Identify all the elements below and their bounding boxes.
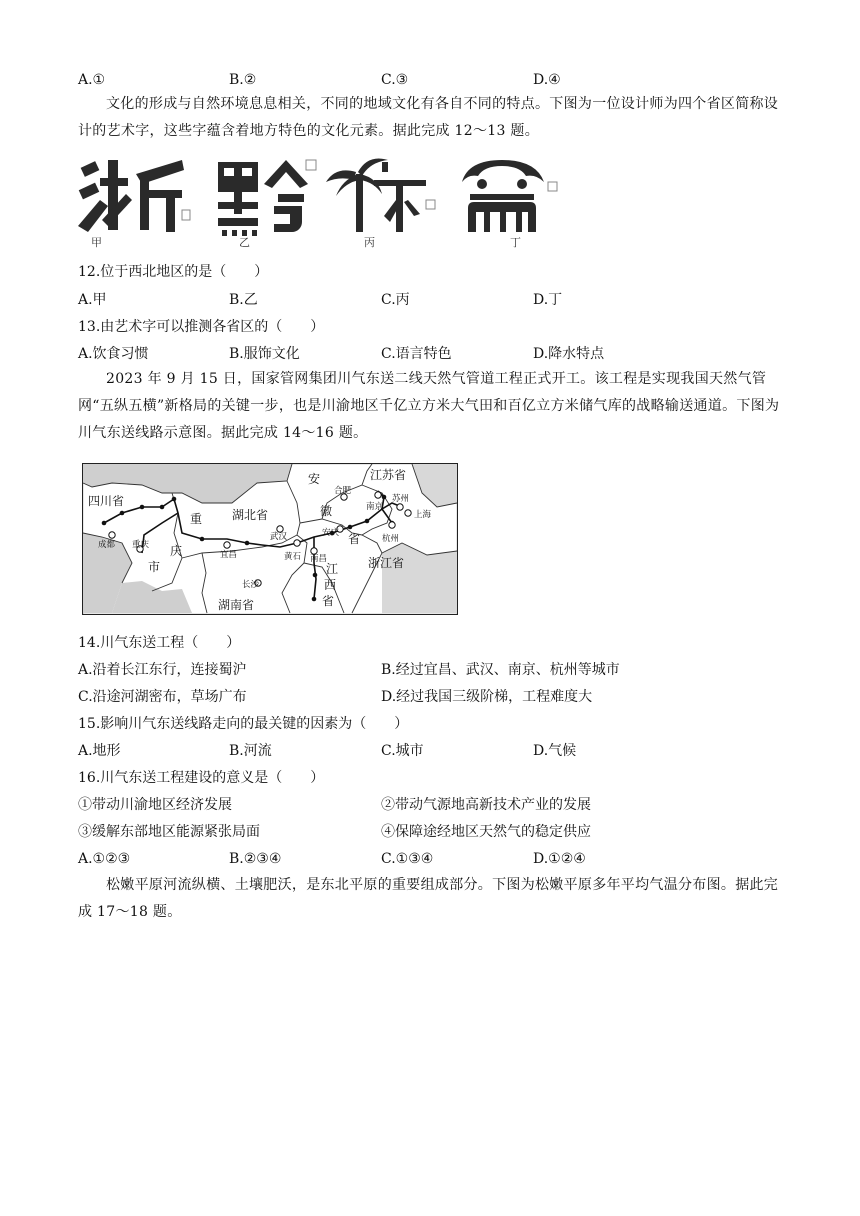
- map-label-zhejiang: 浙江省: [368, 556, 405, 570]
- map-label-sichuan: 四川省: [88, 494, 125, 508]
- map-label-jiangxi-3: 省: [322, 594, 335, 608]
- map-label-anhui-3: 省: [348, 532, 361, 546]
- q13-option-d: D.降水特点: [533, 346, 605, 362]
- q16-option-c: C.①③④: [381, 851, 434, 867]
- map-city-huangshi: 黄石: [284, 552, 302, 562]
- map-city-chongqing: 重庆: [132, 540, 150, 550]
- q11-option-c: C.③: [381, 72, 409, 88]
- q13-option-b: B.服饰文化: [229, 346, 300, 362]
- map-city-chengdu: 成都: [98, 540, 116, 550]
- q15-option-b: B.河流: [229, 743, 272, 759]
- q15-option-d: D.气候: [533, 743, 577, 759]
- art-glyph-qian: [218, 160, 316, 236]
- q12-option-c: C.丙: [381, 292, 410, 308]
- map-city-hefei: 合肥: [334, 486, 352, 496]
- q14-stem: 14.川气东送工程（ ）: [78, 635, 241, 651]
- map-label-hunan: 湖南省: [218, 598, 255, 612]
- art-label-yi: 乙: [239, 236, 250, 249]
- art-label-bing: 丙: [364, 236, 375, 249]
- map-city-wuhan: 武汉: [270, 532, 288, 542]
- q11-option-d: D.④: [533, 72, 561, 88]
- map-city-yichang: 宜昌: [220, 550, 238, 560]
- q11-option-b: B.②: [229, 72, 257, 88]
- art-glyph-chuan: [462, 160, 557, 232]
- pipeline-route-map: [82, 463, 458, 615]
- q12-option-b: B.乙: [229, 292, 258, 308]
- art-label-jia: 甲: [91, 236, 102, 249]
- map-label-chongqing-2: 庆: [170, 544, 183, 558]
- intro-12-13: 文化的形成与自然环境息息相关，不同的地域文化有各自不同的特点。下图为一位设计师为四个省区简称设计的艺术字，这些字蕴含着地方特色的文化元素。据此完成 12～13 题。: [78, 96, 779, 139]
- q15-option-a: A.地形: [78, 743, 121, 759]
- map-label-anhui-2: 徽: [320, 504, 333, 518]
- q16-option-b: B.②③④: [229, 851, 282, 867]
- q14-option-c: C.沿途河湖密布，草场广布: [78, 689, 247, 705]
- map-label-jiangxi-1: 江: [326, 562, 339, 576]
- map-city-changsha: 长沙: [242, 580, 260, 590]
- map-city-nanchang: 南昌: [310, 554, 328, 564]
- q16-option-a: A.①②③: [78, 851, 131, 867]
- q13-option-c: C.语言特色: [381, 346, 452, 362]
- q12-option-a: A.甲: [78, 292, 107, 308]
- q14-option-b: B.经过宜昌、武汉、南京、杭州等城市: [381, 662, 620, 678]
- map-label-anhui-1: 安: [308, 472, 321, 486]
- q16-statement-2: ②带动气源地高新技术产业的发展: [381, 797, 591, 813]
- art-glyphs: [78, 154, 578, 250]
- map-label-hubei: 湖北省: [232, 508, 269, 522]
- map-city-suzhou: 苏州: [392, 494, 410, 504]
- art-character-figure: [78, 154, 578, 250]
- intro-17-18: 松嫩平原河流纵横、土壤肥沃，是东北平原的重要组成部分。下图为松嫩平原多年平均气温分布图。据此完成 17～18 题。: [78, 877, 779, 920]
- map-svg: [82, 463, 458, 615]
- q16-stem: 16.川气东送工程建设的意义是（ ）: [78, 770, 325, 786]
- art-label-ding: 丁: [510, 236, 521, 249]
- map-label-jiangsu: 江苏省: [370, 468, 407, 482]
- q16-statement-4: ④保障途经地区天然气的稳定供应: [381, 824, 591, 840]
- q14-option-a: A.沿着长江东行，连接蜀沪: [78, 662, 247, 678]
- q12-stem: 12.位于西北地区的是（ ）: [78, 264, 269, 280]
- q16-option-d: D.①②④: [533, 851, 586, 867]
- q11-option-a: A.①: [78, 72, 106, 88]
- map-city-hangzhou: 杭州: [382, 534, 400, 544]
- intro-14-16: 2023 年 9 月 15 日，国家管网集团川气东送二线天然气管道工程正式开工。该工程是实现我国天然气管网“五纵五横”新格局的关键一步，也是川渝地区千亿立方米大气田和百亿立方米储气库的战略输送通道。下图为川气东送线路示意图。据此完成 14～16 题。: [78, 371, 780, 441]
- map-label-chongqing-1: 重: [190, 512, 203, 526]
- map-city-shanghai: 上海: [414, 510, 432, 520]
- map-label-chongqing-3: 市: [148, 560, 161, 574]
- q15-stem: 15.影响川气东送线路走向的最关键的因素为（ ）: [78, 716, 409, 732]
- q14-option-d: D.经过我国三级阶梯，工程难度大: [381, 689, 593, 705]
- map-city-nanjing: 南京: [366, 502, 384, 512]
- q16-statement-3: ③缓解东部地区能源紧张局面: [78, 824, 260, 840]
- q13-option-a: A.饮食习惯: [78, 346, 149, 362]
- art-glyph-qiong: [326, 159, 435, 233]
- q16-statement-1: ①带动川渝地区经济发展: [78, 797, 232, 813]
- map-label-jiangxi-2: 西: [324, 578, 337, 592]
- q15-option-c: C.城市: [381, 743, 424, 759]
- q12-option-d: D.丁: [533, 292, 563, 308]
- q13-stem: 13.由艺术字可以推测各省区的（ ）: [78, 319, 325, 335]
- map-city-anqing: 安庆: [322, 528, 340, 538]
- art-glyph-zhe: [78, 160, 190, 232]
